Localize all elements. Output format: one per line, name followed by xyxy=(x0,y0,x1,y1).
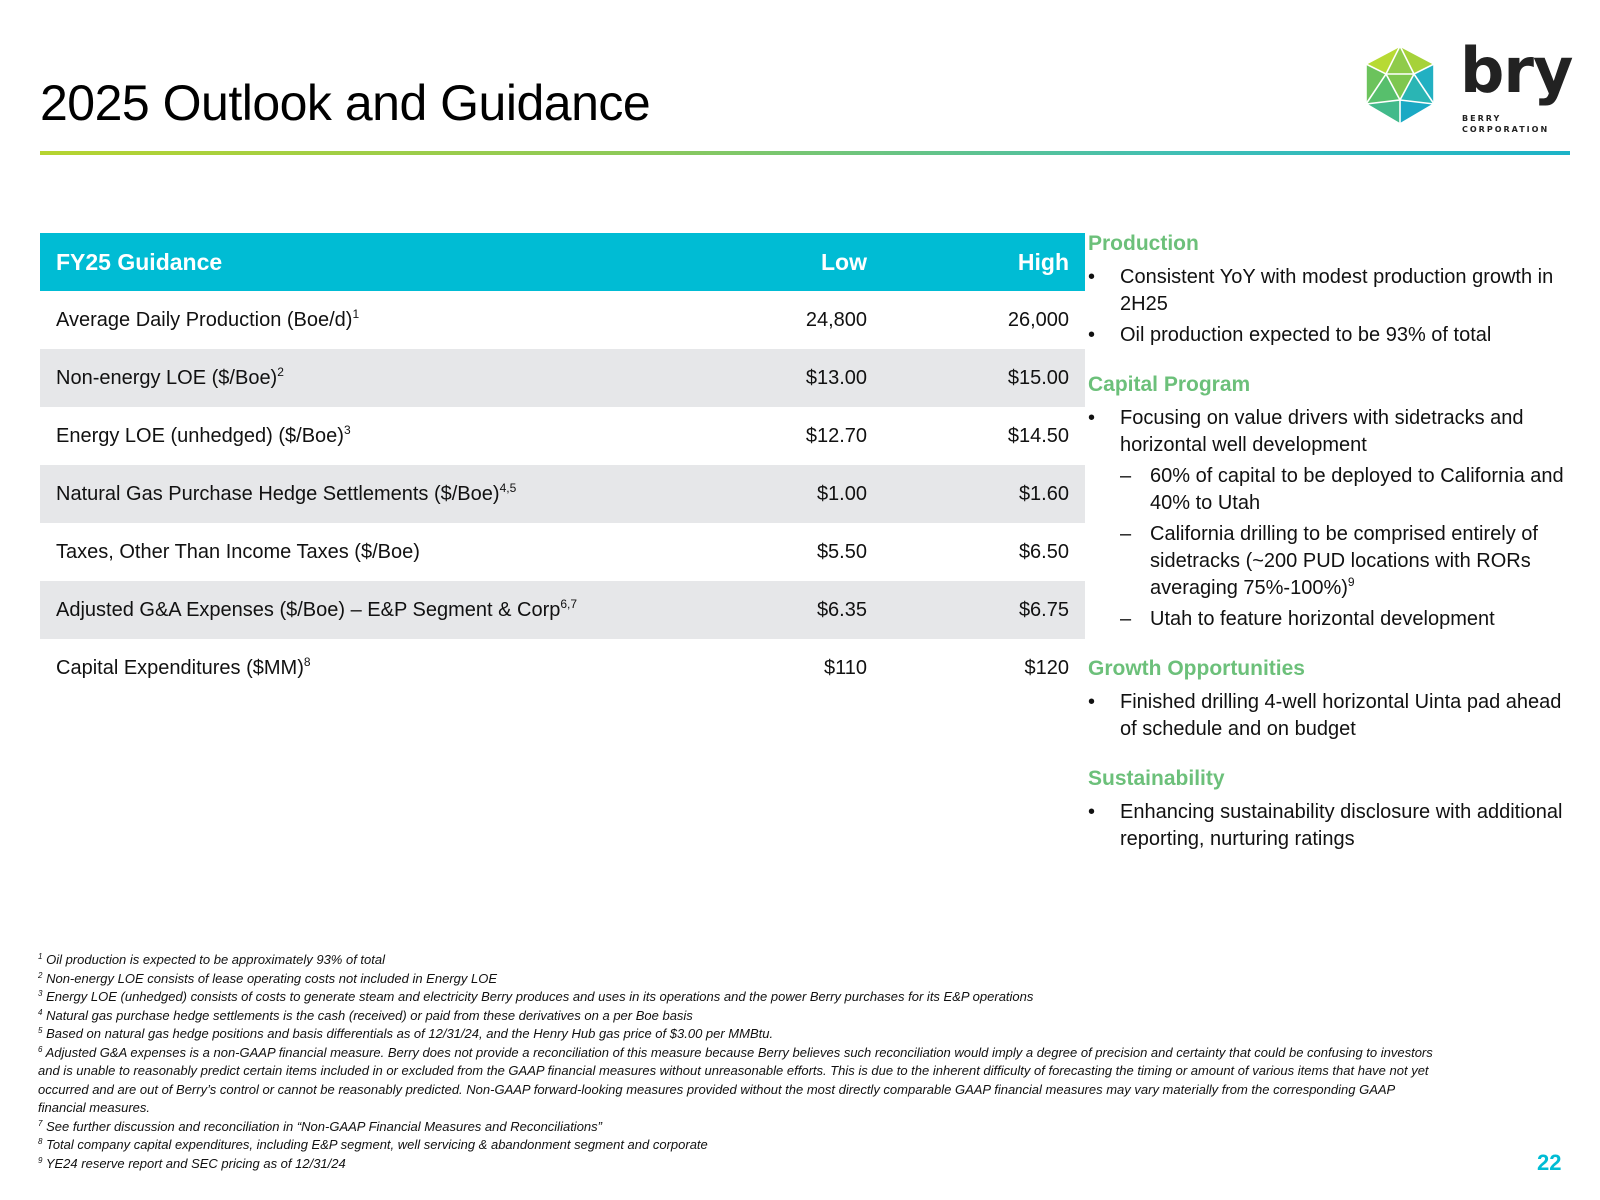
footnote: $^8$ Total company capital expenditures, including E&P segment, well servicing & abandonment segment and corporate xyxy=(38,1137,708,1152)
bullet-mark: • xyxy=(1088,324,1096,346)
footnote: $^1$ Oil production is expected to be approximately 93% of total xyxy=(38,952,385,967)
row-label: Adjusted G&A Expenses ($/Boe) – E&P Segment & Corp$^{6,7}$ xyxy=(40,581,701,639)
section-sustainability xyxy=(1088,767,1568,853)
footnote: $^9$ YE24 reserve report and SEC pricing as of 12/31/24 xyxy=(38,1155,346,1171)
list-item: • Enhancing sustainability disclosure with additional reporting, nurturing ratings xyxy=(1088,801,1563,850)
row-label: Natural Gas Purchase Hedge Settlements ($/Boe)$^{4,5}$ xyxy=(40,465,701,523)
row-high: $15.00 xyxy=(883,349,1085,407)
row-label: Average Daily Production $(Boe/d)^1$ xyxy=(56,306,360,331)
row-low: 24,800 xyxy=(805,308,867,331)
guidance-table xyxy=(40,233,1085,697)
sub-bullet-list xyxy=(1120,463,1568,633)
footnote: $^3$ Energy LOE (unhedged) consists of costs to generate steam and electricity Berry produces and uses in its operations and the power Berry purchases for its E&P operations xyxy=(38,989,1034,1004)
row-high: $14.50 xyxy=(1007,424,1069,447)
row-label: Taxes, Other Than Income Taxes ($/Boe) xyxy=(56,540,420,563)
table-row xyxy=(40,407,1085,465)
row-high: 26,000 xyxy=(1007,308,1069,331)
section-capital-program xyxy=(1088,373,1568,633)
row-label: Energy LOE (unhedged) ($/Boe)$^3$ xyxy=(56,422,351,447)
row-high: $6.50 xyxy=(1018,540,1069,563)
row-high: $120 xyxy=(1024,656,1069,679)
row-label: Capital Expenditures ($MM)$^8$ xyxy=(56,654,311,679)
bullet-mark: • xyxy=(1088,266,1096,288)
section-growth-opportunities xyxy=(1088,657,1568,743)
section-title: Production xyxy=(1088,232,1199,255)
bullet-mark: • xyxy=(1088,691,1096,713)
bullet-mark: • xyxy=(1088,407,1096,429)
table-header-row xyxy=(40,233,1085,291)
logo-line-corporation: CORPORATION xyxy=(1462,125,1550,134)
row-low: $5.50 xyxy=(816,540,867,563)
footnote: $^5$ Based on natural gas hedge positions and basis differentials as of 12/31/24, and the Henry Hub gas price of $3.00 per MMBtu. xyxy=(38,1026,774,1041)
list-item: • Finished drilling 4-well horizontal Uinta pad ahead of schedule and on budget xyxy=(1088,691,1562,740)
footnotes xyxy=(38,951,1438,1173)
logo-wordmark: bry xyxy=(1460,34,1573,107)
footnote: $^6$ Adjusted G&A expenses is a non-GAAP financial measure. Berry does not provide a reconciliation of this measure because Berry believes such reconciliation would imply a degree of precision and certainty that could be confusing to investors and is unable to reasonably predict certain items included in or excluded from the GAAP financial measures without unreasonable efforts. This is due to the inherent difficulty of forecasting the timing or amount of various items that have not yet occurred and are out of Berry’s control or cannot be reasonably predicted. Non-GAAP forward-looking measures provided without the most directly comparable GAAP financial measures may vary materially from the corresponding GAAP financial measures. xyxy=(38,1044,1433,1115)
row-low: $13.00 xyxy=(701,349,883,407)
footnote: $^2$ Non-energy LOE consists of lease operating costs not included in Energy LOE xyxy=(38,970,497,986)
bullet-list xyxy=(1088,405,1568,633)
table-row xyxy=(40,581,1085,639)
table-row xyxy=(40,465,1085,523)
list-item: • Oil production expected to be 93% of total xyxy=(1088,322,1568,349)
berry-logo xyxy=(1370,34,1573,138)
table-row xyxy=(40,523,1085,581)
sub-list-item: – Utah to feature horizontal development xyxy=(1120,606,1568,633)
footnote: $^4$ Natural gas purchase hedge settlements is the cash (received) or paid from these derivatives on a per Boe basis xyxy=(38,1007,693,1023)
row-low: $110 xyxy=(823,656,867,679)
sub-list-item: – 60% of capital to be deployed to California and 40% to Utah xyxy=(1120,465,1564,514)
table-row xyxy=(40,291,1085,349)
row-high: $6.75 xyxy=(883,581,1085,639)
header-guidance: FY25 Guidance xyxy=(40,233,701,291)
section-title: Sustainability xyxy=(1088,767,1225,790)
sub-list-item: – California drilling to be comprised entirely of sidetracks (~200 PUD locations with RORs averaging 75%-100%)$^9$ xyxy=(1120,523,1538,599)
highlights-panel xyxy=(1088,232,1568,877)
row-low: $12.70 xyxy=(805,424,867,447)
page-title: 2025 Outlook and Guidance xyxy=(40,75,651,131)
section-title: Capital Program xyxy=(1088,373,1251,396)
row-label: Non-energy LOE ($/Boe)$^2$ xyxy=(40,349,701,407)
table-row xyxy=(40,349,1085,407)
row-low: $6.35 xyxy=(701,581,883,639)
icosahedron-logo-icon xyxy=(1364,44,1436,126)
bullet-mark: • xyxy=(1088,801,1096,823)
title-divider xyxy=(40,151,1570,155)
header-high: High xyxy=(883,233,1085,291)
footnote: $^7$ See further discussion and reconciliation in “Non-GAAP Financial Measures and Reconciliations” xyxy=(38,1118,602,1134)
header-low: Low xyxy=(701,233,883,291)
bullet-list xyxy=(1088,689,1568,743)
dash-mark: – xyxy=(1120,608,1132,630)
logo-line-berry: BERRY xyxy=(1462,114,1502,123)
page-number: 22 xyxy=(1537,1150,1562,1175)
section-title: Growth Opportunities xyxy=(1088,657,1305,680)
bullet-list xyxy=(1088,799,1568,853)
bullet-list xyxy=(1088,264,1568,349)
row-high: $1.60 xyxy=(883,465,1085,523)
dash-mark: – xyxy=(1120,465,1132,487)
dash-mark: – xyxy=(1120,523,1132,545)
table-row xyxy=(40,639,1085,697)
section-production xyxy=(1088,232,1568,349)
list-item: • Consistent YoY with modest production growth in 2H25 xyxy=(1088,266,1554,315)
row-low: $1.00 xyxy=(701,465,883,523)
list-item: • Focusing on value drivers with sidetracks and horizontal well development – 60% of capital to be deployed to California and 40% to Utah – California drilling to be comprised entirely of sidetracks (~200 PUD locations with RORs averaging 75%-100%)$^9$ – Utah to feature horizontal development xyxy=(1088,405,1568,633)
